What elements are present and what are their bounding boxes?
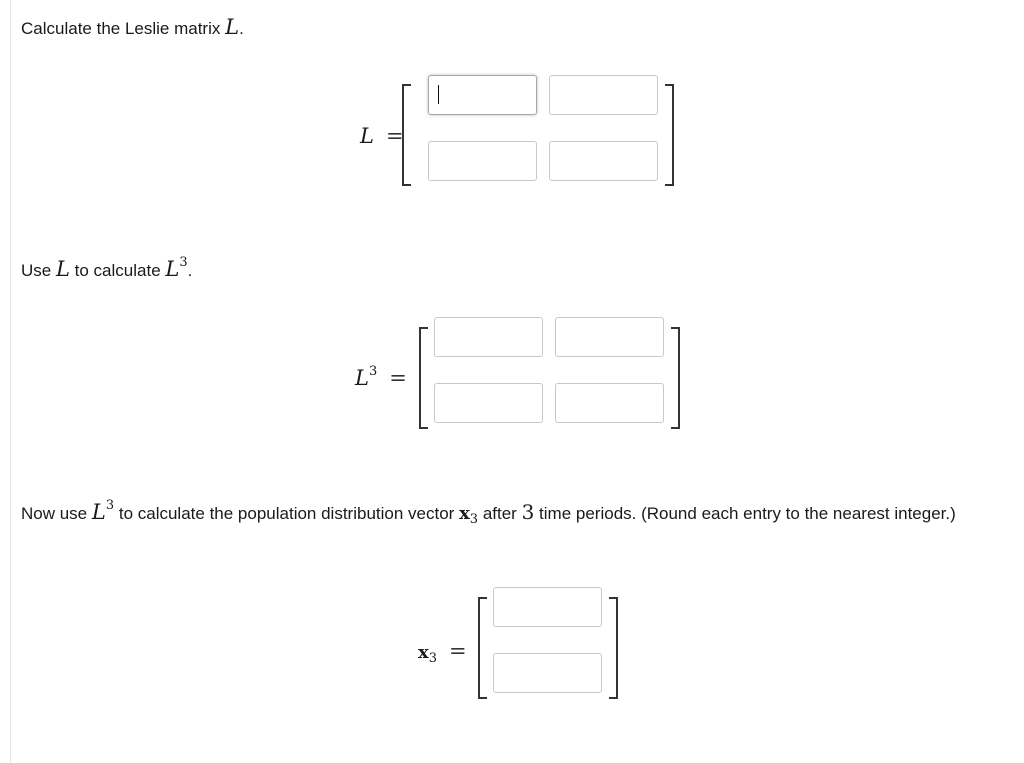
matrix-L3-right-bracket (671, 327, 680, 429)
matrix-L-equals: = (385, 124, 404, 148)
question-2-power-base: L (165, 257, 180, 281)
question-3-vector-sub: 3 (469, 512, 479, 527)
vector-x3-cell-1[interactable] (493, 587, 602, 627)
matrix-L3-cell-1-2[interactable] (555, 317, 664, 357)
question-2-period: . (187, 261, 193, 280)
matrix-L3-label-exp: 3 (368, 364, 378, 379)
matrix-L-cell-2-2[interactable] (549, 141, 658, 181)
question-1-math-var: L (225, 15, 240, 39)
matrix-L-cell-1-1[interactable] (428, 75, 537, 115)
question-3-middle: to calculate the population distribution vector (118, 504, 455, 523)
matrix-L3-left-bracket (419, 327, 428, 429)
question-2-prompt (21, 256, 192, 284)
content-left-border (10, 0, 11, 763)
matrix-L3-label (355, 366, 407, 390)
question-3-after: after (482, 504, 517, 523)
matrix-L-label (360, 124, 404, 148)
matrix-L-label-var: L (360, 124, 374, 148)
question-3-power-exp: 3 (105, 498, 115, 513)
question-1-prompt (21, 14, 244, 42)
text-caret (438, 85, 439, 104)
vector-x3-right-bracket (609, 597, 618, 699)
question-2-power (165, 257, 187, 281)
question-3-periods-num: 3 (521, 500, 535, 524)
matrix-L3-equals: = (389, 366, 407, 390)
vector-x3-equals: = (449, 639, 467, 663)
question-3-prefix: Now use (21, 504, 88, 523)
vector-x3-cell-2[interactable] (493, 653, 602, 693)
matrix-L-left-bracket (402, 84, 411, 186)
question-3-power (92, 500, 114, 524)
matrix-L-cell-2-1[interactable] (428, 141, 537, 181)
question-3-vector (459, 503, 479, 527)
question-2-middle: to calculate (74, 261, 161, 280)
question-1-text: Calculate the Leslie matrix (21, 19, 221, 38)
matrix-L3-cell-2-2[interactable] (555, 383, 664, 423)
vector-x3-label-sub: 3 (428, 651, 438, 666)
question-1-period: . (239, 19, 244, 38)
vector-x3-left-bracket (478, 597, 487, 699)
question-2-power-exp: 3 (179, 255, 188, 270)
vector-x3-label (418, 639, 467, 666)
question-3-vector-name: x (459, 503, 470, 524)
matrix-L3-label-var: L (355, 366, 369, 390)
matrix-L-cell-1-2[interactable] (549, 75, 658, 115)
question-3-prompt (21, 499, 1011, 527)
question-3-power-base: L (91, 500, 106, 524)
question-2-prefix: Use (21, 261, 52, 280)
vector-x3-label-var: x (418, 642, 429, 663)
matrix-L-right-bracket (665, 84, 674, 186)
question-2-math-var: L (55, 257, 70, 281)
matrix-L3-cell-2-1[interactable] (434, 383, 543, 423)
question-3-suffix: time periods. (Round each entry to the nearest integer.) (539, 504, 956, 523)
matrix-L3-cell-1-1[interactable] (434, 317, 543, 357)
